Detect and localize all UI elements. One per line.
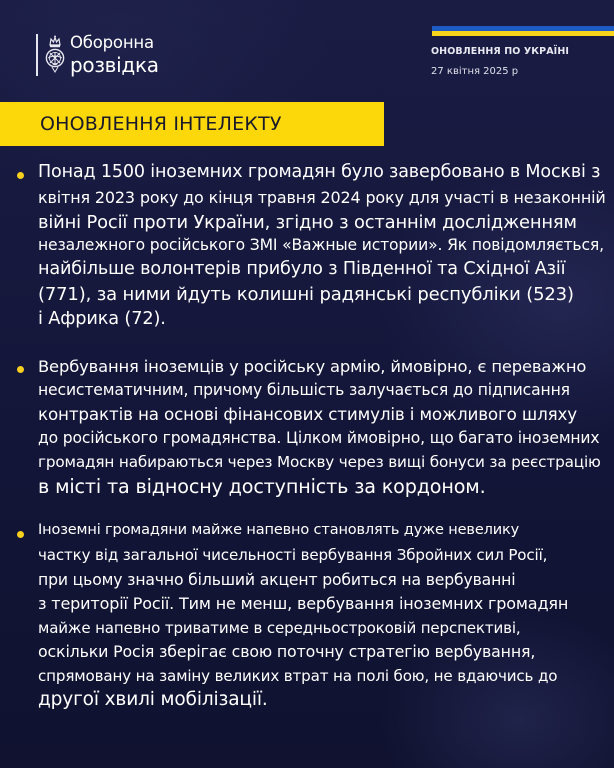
logo-line-1: Оборонна bbox=[70, 33, 154, 53]
logo-line-2: розвідка bbox=[70, 52, 159, 77]
paragraph-line: Іноземні громадяни майже напевно становлять дуже невелику bbox=[38, 522, 520, 538]
paragraph-line: квітня 2023 року до кінця травня 2024 року для участі в незаконній bbox=[38, 188, 606, 207]
logo-wordmark bbox=[70, 35, 159, 75]
logo-divider bbox=[36, 34, 38, 76]
paragraph-line: Вербування іноземців у російську армію, ймовірно, є переважно bbox=[38, 357, 587, 376]
paragraph-line: в місті та відносну доступність за кордоном. bbox=[38, 475, 486, 498]
paragraph-line: другої хвилі мобілізації. bbox=[38, 689, 268, 710]
update-date: 27 квітня 2025 р bbox=[431, 66, 519, 77]
paragraph-line: (771), за ними йдуть колишні радянські республіки (523) bbox=[38, 284, 574, 305]
paragraph-line: при цьому значно більший акцент робиться на вербуванні bbox=[38, 570, 516, 589]
section-banner bbox=[0, 102, 384, 146]
bullet-dot-icon bbox=[17, 366, 24, 373]
bullet-dot-icon bbox=[17, 172, 24, 179]
paragraph-line: оскільки Росія зберігає свою поточну стратегію вербування, bbox=[38, 642, 536, 661]
defence-intelligence-logo bbox=[36, 33, 159, 77]
paragraph-line: Понад 1500 іноземних громадян було завербовано в Москві з bbox=[38, 162, 601, 182]
paragraph-line: і Африка (72). bbox=[38, 309, 166, 329]
ukraine-flag-stripe bbox=[432, 26, 614, 36]
paragraph-line: спрямовану на заміну великих втрат на полі бою, не вдаючись до bbox=[38, 667, 558, 685]
paragraph-line: до російського громадянства. Цілком ймовірно, що багато іноземних bbox=[38, 429, 600, 447]
paragraph-line: несистематичним, причому більшість залучається до підписання bbox=[38, 381, 570, 399]
paragraph-line: громадян набираються через Москву через вищі бонуси за реєстрацію bbox=[38, 453, 601, 471]
paragraph-line: частку від загальної чисельності вербування Збройних сил Росії, bbox=[38, 546, 548, 564]
paragraph-line: контрактів на основі фінансових стимулів і можливого шляху bbox=[38, 404, 578, 424]
defence-intelligence-crest-icon bbox=[44, 34, 66, 76]
flag-yellow-band bbox=[432, 31, 614, 36]
update-label: ОНОВЛЕННЯ ПО УКРАЇНІ bbox=[431, 46, 570, 57]
banner-title: ОНОВЛЕННЯ ІНТЕЛЕКТУ bbox=[40, 113, 282, 135]
paragraph-line: з території Росії. Тим не менш, вербування іноземних громадян bbox=[38, 594, 569, 613]
bullet-dot-icon bbox=[17, 531, 24, 538]
paragraph-line: майже напевно триватиме в середньостроковій перспективі, bbox=[38, 619, 521, 637]
paragraph-line: війні Росії проти України, згідно з останнім дослідженням bbox=[38, 212, 577, 233]
paragraph-line: незалежного російського ЗМІ «Важные истории». Як повідомляється, bbox=[38, 236, 604, 254]
paragraph-line: найбільше волонтерів прибуло з Південної та Східної Азії bbox=[38, 259, 566, 279]
